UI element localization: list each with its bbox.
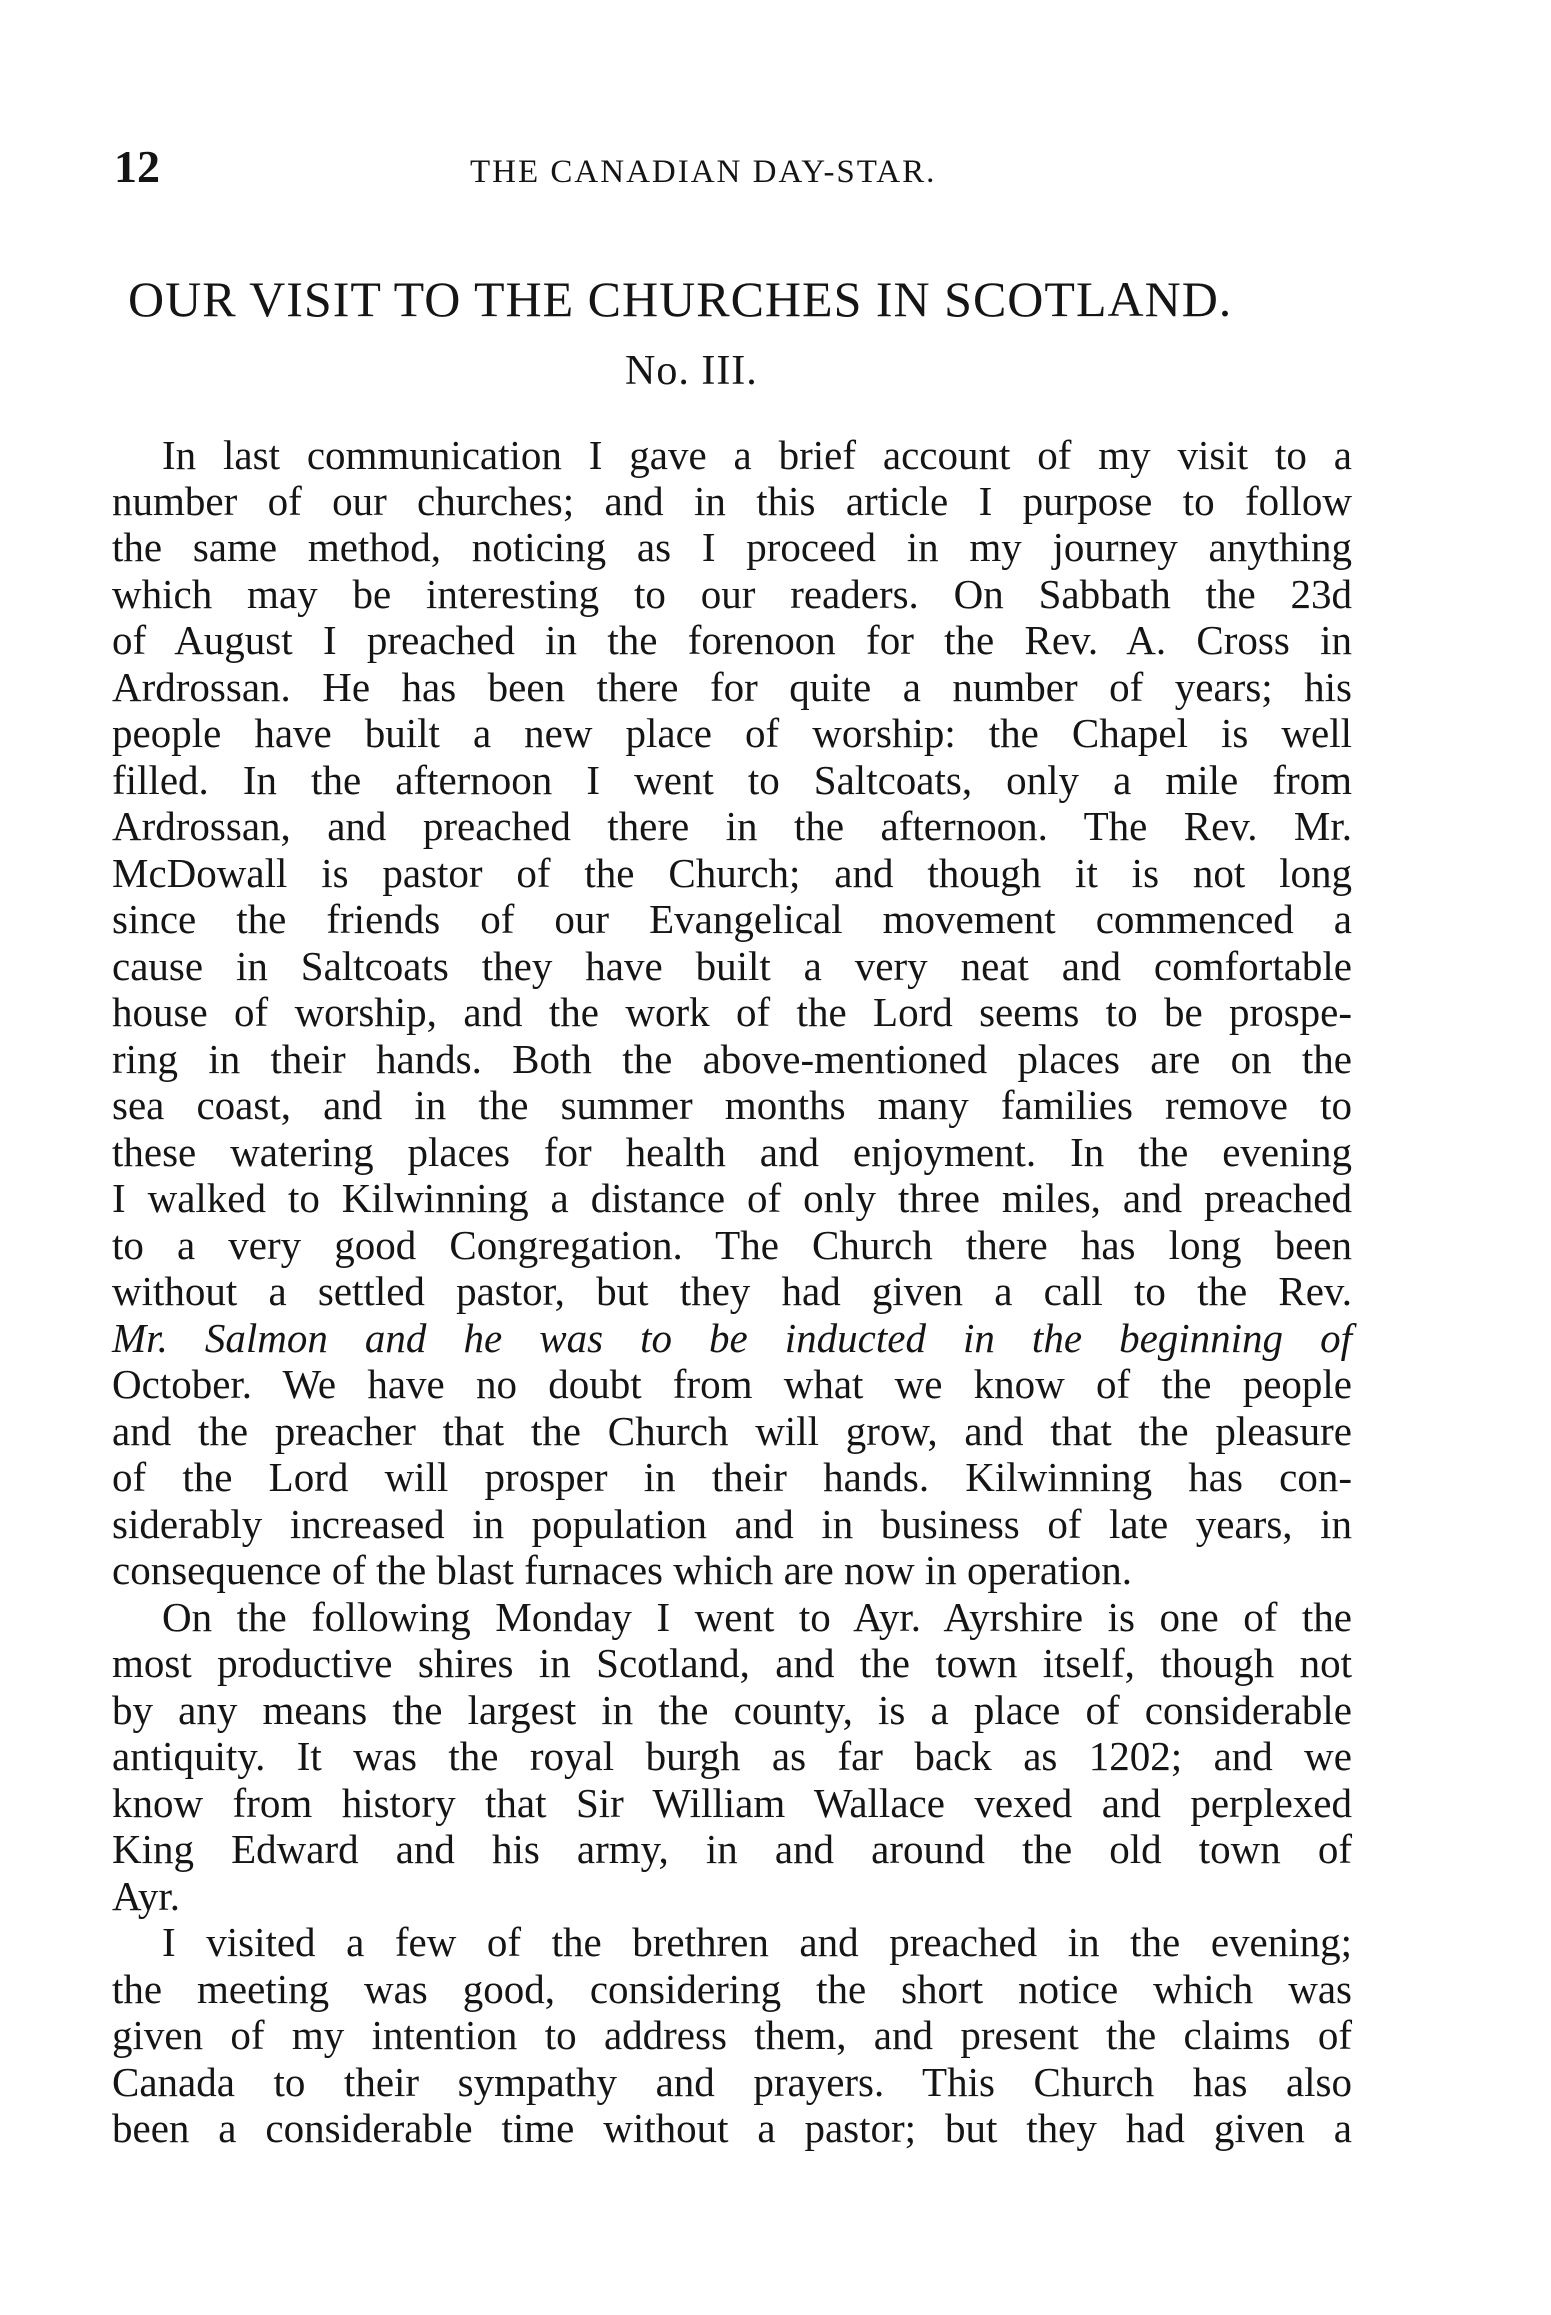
text-line: In last communication I gave a brief account of my visit to a xyxy=(162,432,1352,478)
page-number: 12 xyxy=(114,141,160,192)
text-line: given of my intention to address them, and present the claims of xyxy=(112,2012,1352,2058)
text-line: filled. In the afternoon I went to Saltcoats, only a mile from xyxy=(112,757,1352,803)
text-line: been a considerable time without a pastor; but they had given a xyxy=(112,2105,1352,2151)
text-line: On the following Monday I went to Ayr. Ayrshire is one of the xyxy=(162,1594,1352,1640)
text-line: these watering places for health and enjoyment. In the evening xyxy=(112,1129,1352,1175)
text-line: without a settled pastor, but they had given a call to the Rev. xyxy=(112,1268,1352,1314)
text-line: Ardrossan. He has been there for quite a number of years; his xyxy=(112,664,1352,710)
text-line: consequence of the blast furnaces which are now in operation. xyxy=(112,1547,1133,1593)
text-line: McDowall is pastor of the Church; and though it is not long xyxy=(112,850,1352,896)
text-line: people have built a new place of worship: the Chapel is well xyxy=(112,710,1352,756)
text-line: of the Lord will prosper in their hands. Kilwinning has con- xyxy=(112,1454,1352,1500)
text-line: October. We have no doubt from what we know of the people xyxy=(112,1361,1352,1407)
text-line: the meeting was good, considering the short notice which was xyxy=(112,1966,1352,2012)
text-line: I walked to Kilwinning a distance of only three miles, and preached xyxy=(112,1175,1352,1221)
text-line: sea coast, and in the summer months many families remove to xyxy=(112,1082,1352,1128)
text-line: know from history that Sir William Wallace vexed and perplexed xyxy=(112,1780,1352,1826)
running-head: THE CANADIAN DAY-STAR. xyxy=(470,154,937,190)
text-line: Ardrossan, and preached there in the afternoon. The Rev. Mr. xyxy=(112,803,1352,849)
text-line: Canada to their sympathy and prayers. This Church has also xyxy=(112,2059,1352,2105)
text-line: cause in Saltcoats they have built a very neat and comfortable xyxy=(112,943,1352,989)
text-line: ring in their hands. Both the above-mentioned places are on the xyxy=(112,1036,1352,1082)
article-title: OUR VISIT TO THE CHURCHES IN SCOTLAND. xyxy=(128,271,1233,327)
text-line: Mr. Salmon and he was to be inducted in the beginning of xyxy=(112,1315,1352,1361)
text-line: of August I preached in the forenoon for the Rev. A. Cross in xyxy=(112,617,1352,663)
text-line: house of worship, and the work of the Lord seems to be prospe- xyxy=(112,989,1352,1035)
text-line: King Edward and his army, in and around the old town of xyxy=(112,1826,1352,1872)
text-line: to a very good Congregation. The Church there has long been xyxy=(112,1222,1352,1268)
text-line: Ayr. xyxy=(112,1873,180,1919)
text-line: most productive shires in Scotland, and the town itself, though not xyxy=(112,1640,1352,1686)
text-line: number of our churches; and in this article I purpose to follow xyxy=(112,478,1352,524)
text-line: the same method, noticing as I proceed in my journey anything xyxy=(112,524,1352,570)
text-line: which may be interesting to our readers. On Sabbath the 23d xyxy=(112,571,1352,617)
text-line: siderably increased in population and in business of late years, in xyxy=(112,1501,1352,1547)
text-line: and the preacher that the Church will grow, and that the pleasure xyxy=(112,1408,1352,1454)
article-number: No. III. xyxy=(625,348,758,394)
text-line: I visited a few of the brethren and preached in the evening; xyxy=(162,1919,1352,1965)
text-line: by any means the largest in the county, is a place of considerable xyxy=(112,1687,1352,1733)
text-line: antiquity. It was the royal burgh as far back as 1202; and we xyxy=(112,1733,1352,1779)
text-line: since the friends of our Evangelical movement commenced a xyxy=(112,896,1352,942)
